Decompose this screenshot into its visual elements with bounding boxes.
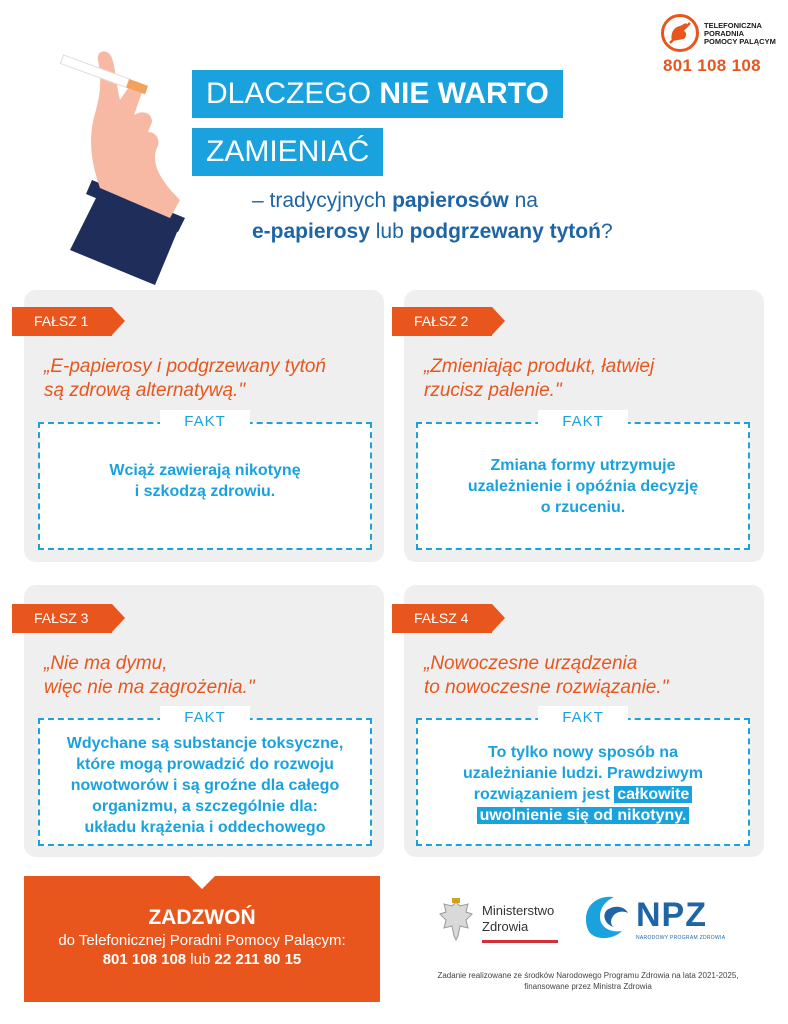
phone-number-2[interactable]: 22 211 80 15: [214, 951, 302, 968]
myth-quote-3: [44, 652, 255, 700]
subtitle-text: – tradycyjnych: [252, 189, 393, 212]
helpline-logo-icon: [661, 14, 699, 52]
funding-line-1: Zadanie realizowane ze środków Narodowego Programu Zdrowia na lata 2021-2025,: [437, 971, 739, 980]
fact-label: FAKT: [538, 410, 628, 434]
subtitle-text: ?: [600, 220, 613, 243]
fact-line: uzależnianie ludzi. Prawdziwym: [462, 765, 704, 782]
quote-line: „E-papierosy i podgrzewany tytoń: [44, 356, 326, 377]
quote-line: to nowoczesne rozwiązanie.": [424, 677, 669, 698]
eagle-emblem-icon: [436, 896, 476, 944]
npz-logo-text: NPZ: [636, 896, 707, 934]
ministry-flag-line: [482, 940, 558, 943]
myth-tag-2: FAŁSZ 2: [392, 307, 492, 336]
headline-line-1: [192, 70, 563, 118]
helpline-logo-text: [704, 22, 776, 46]
fact-line: To tylko nowy sposób na: [488, 744, 678, 761]
fact-line: nowotworów i są groźne dla całego: [70, 777, 340, 794]
headline-subtitle: [252, 185, 613, 247]
subtitle-bold: papierosów: [392, 189, 509, 212]
fact-label: FAKT: [160, 410, 250, 434]
highlighted-text: całkowite: [614, 786, 692, 803]
logo-line-2: PORADNIA: [704, 29, 745, 38]
phone-number-1[interactable]: 801 108 108: [102, 951, 187, 968]
fact-text-4: [416, 742, 750, 826]
quote-line: „Zmieniając produkt, łatwiej: [424, 356, 655, 377]
fact-label: FAKT: [160, 706, 250, 730]
fact-line: Wdychane są substancje toksyczne,: [66, 735, 344, 752]
fact-label: FAKT: [538, 706, 628, 730]
call-box: [24, 876, 380, 1002]
fact-text-2: [416, 455, 750, 518]
call-box-notch: [189, 876, 215, 889]
fact-line: Wciąż zawierają nikotynę: [109, 462, 301, 479]
ministry-line-1: Ministerstwo: [482, 903, 555, 918]
subtitle-text: lub: [369, 220, 410, 243]
headline-line-2: ZAMIENIAĆ: [192, 128, 383, 176]
fact-line: Zmiana formy utrzymuje: [490, 457, 676, 474]
logo-phone: 801 108 108: [663, 56, 761, 75]
fact-line-part: rozwiązaniem jest: [473, 786, 615, 803]
myth-tag-1: FAŁSZ 1: [12, 307, 112, 336]
quote-line: są zdrową alternatywą.": [44, 380, 246, 401]
call-title: ZADZWOŃ: [148, 906, 256, 929]
fact-line: układu krążenia i oddechowego: [84, 819, 326, 836]
myth-tag-4: FAŁSZ 4: [392, 604, 492, 633]
headline-bold: NIE WARTO: [379, 77, 549, 110]
funding-line-2: finansowane przez Ministra Zdrowia: [524, 982, 652, 991]
logo-line-3: POMOCY PALĄCYM: [704, 37, 776, 46]
fact-line: [416, 784, 750, 805]
call-phones: [24, 951, 380, 968]
funding-note: [418, 970, 758, 992]
fact-line: o rzuceniu.: [540, 499, 626, 516]
fact-line: które mogą prowadzić do rozwoju: [76, 756, 334, 773]
quote-line: więc nie ma zagrożenia.": [44, 677, 255, 698]
call-or: lub: [186, 951, 215, 968]
fact-text-1: [38, 460, 372, 502]
subtitle-bold: podgrzewany tytoń: [409, 220, 601, 243]
call-subtitle: do Telefonicznej Poradni Pomocy Palącym:: [58, 932, 346, 949]
logo-line-1: TELEFONICZNA: [704, 21, 762, 30]
myth-quote-1: [44, 355, 326, 403]
highlighted-text: uwolnienie się od nikotyny.: [477, 807, 690, 824]
npz-logo-icon: [580, 893, 634, 943]
npz-logo-subtitle: NARODOWY PROGRAM ZDROWIA: [636, 935, 726, 941]
fact-line: [416, 805, 750, 826]
quote-line: rzucisz palenie.": [424, 380, 562, 401]
headline-light: DLACZEGO: [206, 77, 380, 110]
quote-line: „Nie ma dymu,: [44, 653, 168, 674]
subtitle-bold: e-papierosy: [252, 220, 370, 243]
subtitle-text: na: [508, 189, 538, 212]
fact-line: uzależnienie i opóźnia decyzję: [467, 478, 699, 495]
myth-tag-3: FAŁSZ 3: [12, 604, 112, 633]
fact-line: i szkodzą zdrowiu.: [134, 483, 276, 500]
myth-quote-2: [424, 355, 654, 403]
quote-line: „Nowoczesne urządzenia: [424, 653, 638, 674]
fact-text-3: [38, 733, 372, 838]
ministry-line-2: Zdrowia: [482, 919, 529, 934]
ministry-logo-text: [482, 903, 554, 935]
fact-line: organizmu, a szczególnie dla:: [92, 798, 318, 815]
myth-quote-4: [424, 652, 668, 700]
hand-cigarette-illustration: [30, 40, 210, 300]
